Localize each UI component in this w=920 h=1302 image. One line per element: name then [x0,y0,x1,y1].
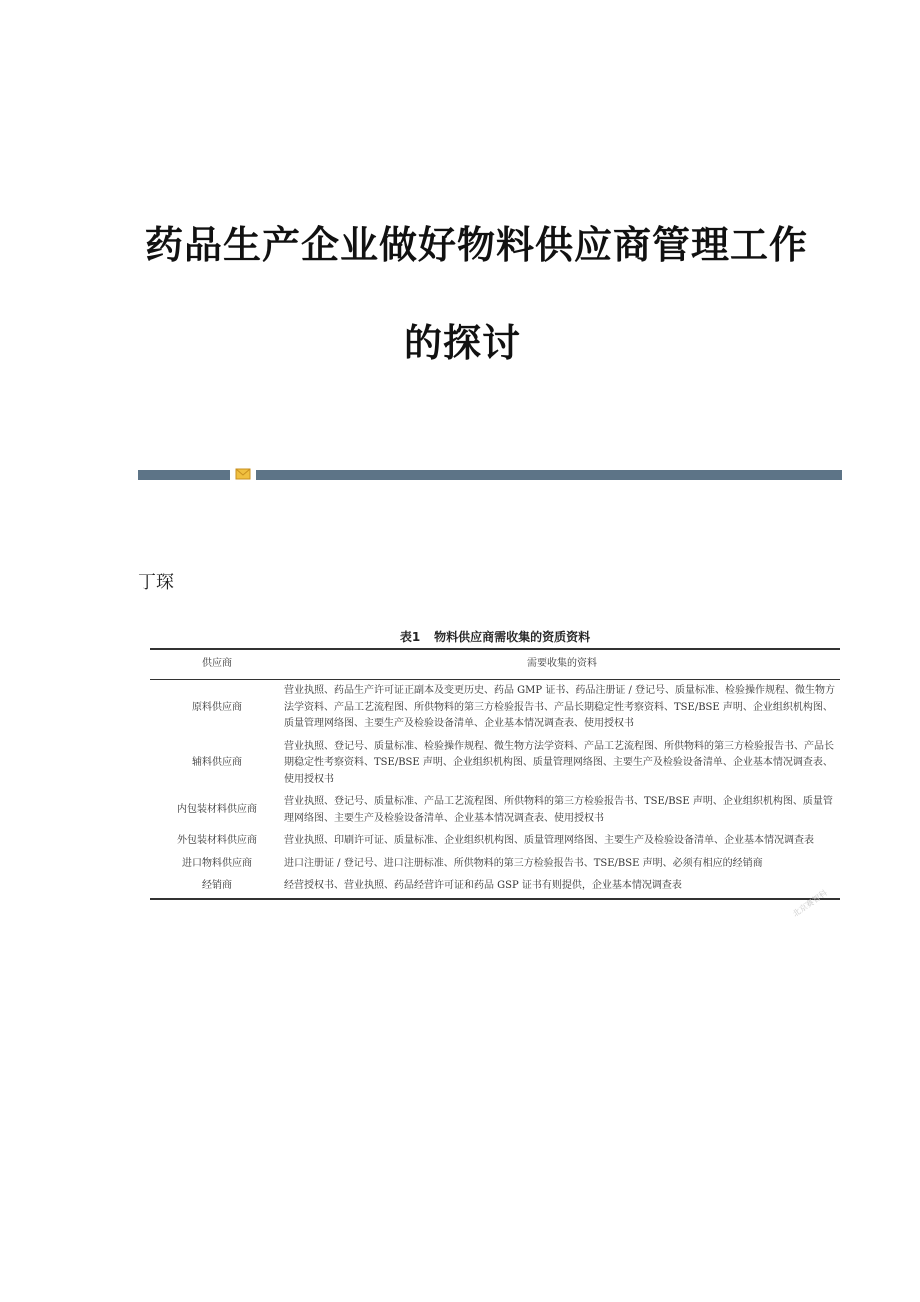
table-row [150,736,840,792]
table-row [150,853,840,876]
cell-documents: 营业执照、登记号、质量标准、检验操作规程、微生物方法学资料、产品工艺流程图、所供物料的第三方检验报告书、产品长期稳定性考察资料、TSE/BSE 声明、企业组织机构图、质量管理网络图、主要生产及检验设备清单、企业基本情况调查表、使用授权书 [284,740,834,785]
envelope-icon [235,467,251,481]
table-row [150,791,840,830]
header-documents: 需要收集的资料 [527,658,597,670]
supplier-documents-table [150,648,840,900]
cell-documents: 营业执照、登记号、质量标准、产品工艺流程图、所供物料的第三方检验报告书、TSE/BSE 声明、企业组织机构图、质量管理网络图、主要生产及检验设备清单、企业基本情况调查表、使用授权书 [284,796,833,824]
header-supplier: 供应商 [202,658,232,670]
cell-supplier: 原料供应商 [192,701,242,713]
divider-bar-right [256,470,842,480]
table-row [150,680,840,736]
document-title-line-2: 的探讨 [404,320,522,365]
table-caption-number: 表1 [399,630,421,644]
cell-documents: 营业执照、印刷许可证、质量标准、企业组织机构图、质量管理网络图、主要生产及检验设备清单、企业基本情况调查表 [284,835,814,846]
cell-supplier: 外包装材料供应商 [177,835,257,846]
cell-supplier: 内包装材料供应商 [177,804,257,816]
divider-bar-left [138,470,230,480]
watermark: 北京赛智科 [791,888,829,919]
cell-supplier: 经销商 [202,880,232,891]
table-row [150,875,840,899]
table-caption-text: 物料供应商需收集的资质资料 [434,630,591,644]
table-caption [150,628,840,645]
cell-documents: 营业执照、药品生产许可证正副本及变更历史、药品 GMP 证书、药品注册证 / 登记号、质量标准、检验操作规程、微生物方法学资料、产品工艺流程图、所供物料的第三方检验报告书、产品长期稳定性考察资料、TSE/BSE 声明、企业组织机构图、质量管理网络图、主要生产及检验设备清单、企业基本情况调查表、使用授权书 [284,685,836,729]
cell-supplier: 进口物料供应商 [182,857,252,869]
table-header-row [150,649,840,680]
cell-documents: 经营授权书、营业执照、药品经营许可证和药品 GSP 证书有则提供，企业基本情况调查表 [284,880,682,891]
author-name: 丁琛 [138,572,174,593]
cell-supplier: 辅料供应商 [192,757,242,768]
cell-documents: 进口注册证 / 登记号、进口注册标准、所供物料的第三方检验报告书、TSE/BSE 声明、必须有相应的经销商 [284,857,763,869]
document-title-line-1: 药品生产企业做好物料供应商管理工作 [145,222,809,267]
table-row [150,830,840,853]
